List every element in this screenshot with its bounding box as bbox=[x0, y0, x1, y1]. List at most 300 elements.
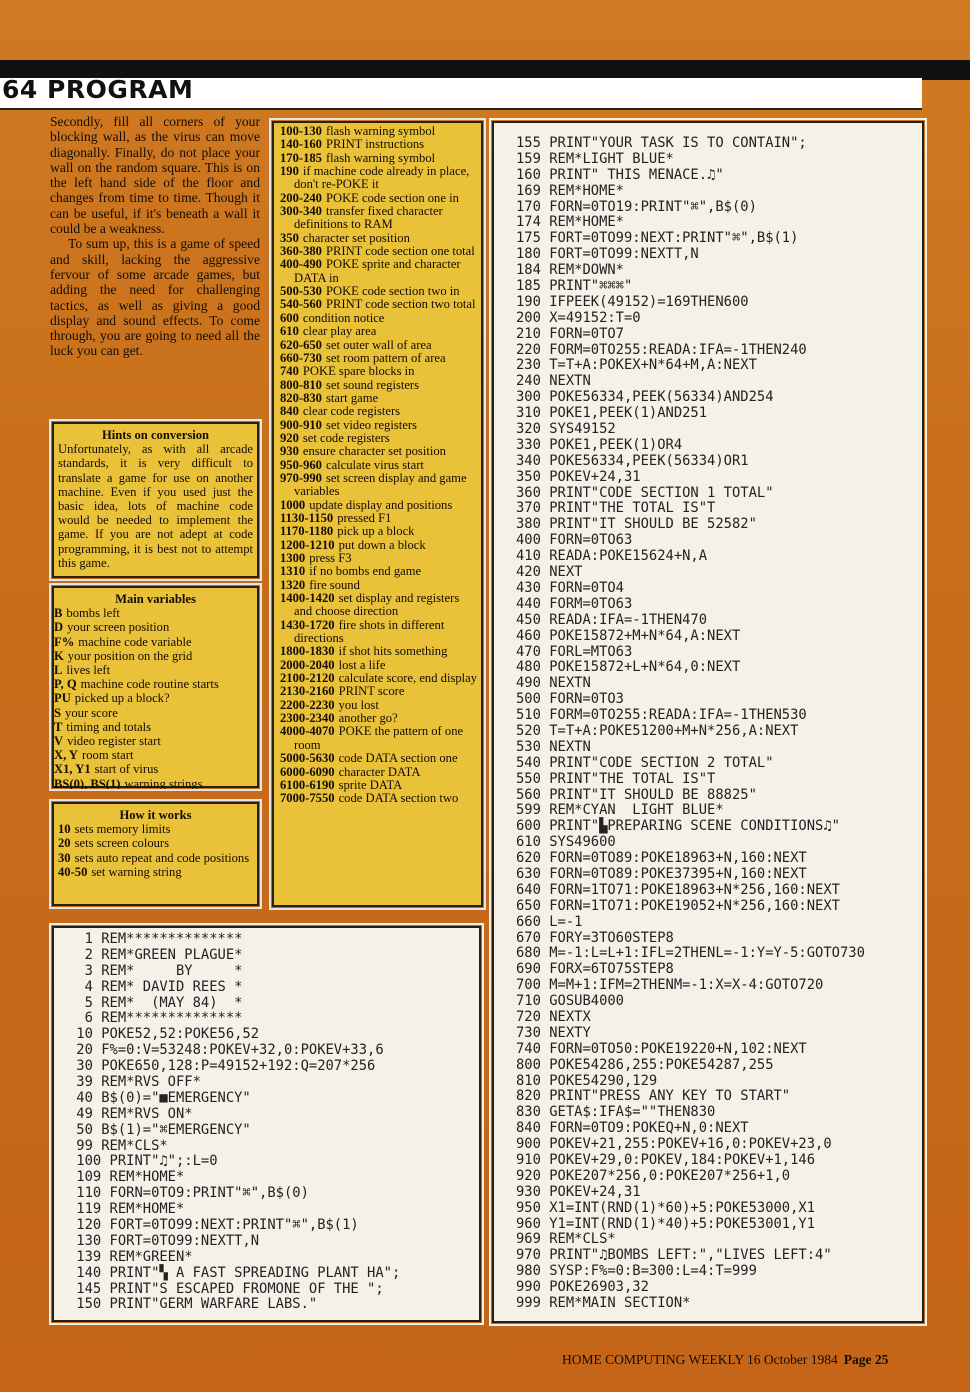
index-row-key: 1430-1720 bbox=[280, 617, 335, 632]
code-line: 155 PRINT"YOUR TASK IS TO CONTAIN"; bbox=[516, 135, 807, 151]
index-row-desc: clear code registers bbox=[302, 404, 401, 419]
index-row-desc: set outer wall of area bbox=[325, 337, 432, 352]
code-line: 109 REM*HOME* bbox=[68, 1169, 185, 1186]
index-row-desc: fire sound bbox=[309, 577, 360, 592]
line-index-box bbox=[272, 121, 483, 907]
code-line: 630 FORN=0TO89:POKE37395+N,160:NEXT bbox=[516, 865, 807, 882]
code-line: 500 FORN=0TO3 bbox=[516, 691, 624, 708]
code-line: 40 B$(0)="■EMERGENCY" bbox=[68, 1089, 251, 1106]
index-row-key: 920 bbox=[280, 430, 299, 445]
index-row bbox=[274, 499, 481, 512]
code-line: 950 X1=INT(RND(1)*60)+5:POKE53000,X1 bbox=[516, 1199, 816, 1216]
main-variables-heading: Main variables bbox=[115, 592, 196, 606]
how-row-desc: set warning string bbox=[91, 864, 182, 879]
index-row-key: 1800-1830 bbox=[280, 644, 335, 659]
code-line: 530 NEXTN bbox=[516, 738, 591, 755]
index-row-key: 1310 bbox=[280, 564, 306, 579]
variable-row-desc: picked up a block? bbox=[74, 691, 170, 706]
code-line: 599 REM*CYAN LIGHT BLUE* bbox=[516, 802, 724, 819]
code-line: 240 NEXTN bbox=[516, 373, 591, 390]
index-row-key: 2200-2230 bbox=[280, 697, 335, 712]
variable-row-desc: machine code variable bbox=[78, 634, 192, 649]
index-row-desc: PRINT score bbox=[338, 684, 405, 699]
index-row-key: 2100-2120 bbox=[280, 671, 335, 686]
code-line: 960 Y1=INT(RND(1)*40)+5:POKE53001,Y1 bbox=[516, 1215, 816, 1232]
index-row-desc: clear play area bbox=[302, 324, 377, 339]
code-line: 460 POKE15872+M+N*64,A:NEXT bbox=[516, 627, 741, 644]
code-line: 20 F%=0:V=53248:POKEV+32,0:POKEV+33,6 bbox=[68, 1042, 384, 1059]
how-row bbox=[54, 836, 257, 850]
code-line: 620 FORN=0TO89:POKE18963+N,160:NEXT bbox=[516, 850, 807, 867]
code-line: 360 PRINT"CODE SECTION 1 TOTAL" bbox=[516, 484, 774, 501]
index-row-key: 540-560 bbox=[280, 297, 322, 312]
variable-row-key: P, Q bbox=[54, 677, 77, 692]
code-line: 900 POKEV+21,255:POKEV+16,0:POKEV+23,0 bbox=[516, 1136, 832, 1153]
code-line: 720 NEXTX bbox=[516, 1008, 591, 1025]
variable-row bbox=[54, 706, 257, 720]
index-row-key: 1130-1150 bbox=[280, 510, 334, 525]
index-row-key: 7000-7550 bbox=[280, 791, 335, 806]
index-row-key: 2300-2340 bbox=[280, 711, 335, 726]
code-line: 200 X=49152:T=0 bbox=[516, 309, 641, 326]
variable-row-key: B bbox=[54, 606, 63, 621]
code-line: 820 PRINT"PRESS ANY KEY TO START" bbox=[516, 1088, 791, 1105]
variable-row bbox=[54, 649, 257, 663]
index-row-key: 5000-5630 bbox=[280, 751, 335, 766]
hints-box bbox=[52, 422, 259, 578]
variable-row-key: PU bbox=[54, 691, 71, 706]
how-row bbox=[54, 851, 257, 865]
code-line: 220 FORM=0TO255:READA:IFA=-1THEN240 bbox=[516, 341, 807, 358]
index-row bbox=[274, 285, 481, 298]
index-row-desc: if machine code already in place, don't re-POKE it bbox=[294, 164, 470, 192]
code-line: 184 REM*DOWN* bbox=[516, 262, 624, 279]
code-line: 330 POKE1,PEEK(1)OR4 bbox=[516, 436, 683, 453]
index-row-key: 800-810 bbox=[280, 377, 322, 392]
index-row bbox=[274, 232, 481, 245]
index-row-key: 1400-1420 bbox=[280, 591, 335, 606]
index-row bbox=[274, 205, 481, 232]
program-listing-left bbox=[52, 926, 481, 1322]
index-row bbox=[274, 659, 481, 672]
index-row-key: 2130-2160 bbox=[280, 684, 335, 699]
index-row bbox=[274, 432, 481, 445]
variable-row-key: S bbox=[54, 705, 62, 720]
index-row bbox=[274, 779, 481, 792]
index-row bbox=[274, 392, 481, 405]
code-line: 145 PRINT"S ESCAPED FROMONE OF THE "; bbox=[68, 1280, 384, 1297]
index-row-key: 1170-1180 bbox=[280, 524, 334, 539]
index-row bbox=[274, 365, 481, 378]
index-row-desc: code DATA section two bbox=[338, 791, 459, 806]
index-row-key: 600 bbox=[280, 310, 299, 325]
code-line: 990 POKE26903,32 bbox=[516, 1279, 649, 1296]
index-row bbox=[274, 512, 481, 525]
code-line: 4 REM* DAVID REES * bbox=[68, 978, 243, 995]
code-line: 159 REM*LIGHT BLUE* bbox=[516, 150, 674, 167]
code-line: 3 REM* BY * bbox=[68, 962, 243, 979]
index-row-key: 950-960 bbox=[280, 457, 322, 472]
index-row-desc: update display and positions bbox=[309, 497, 453, 512]
how-it-works-list bbox=[54, 822, 257, 879]
intro-paragraph-1: Secondly, fill all corners of your blocking wall, as the virus can move diagonally. Finally, do not place your wall on the random square. This is on the left hand side of the floor and changes from time to time. Though it can be useful, if it's beneath a wall it could be a weakness. bbox=[50, 114, 260, 237]
index-row-key: 6100-6190 bbox=[280, 777, 335, 792]
code-line: 350 POKEV+24,31 bbox=[516, 468, 641, 485]
code-line: 440 FORM=0TO63 bbox=[516, 595, 633, 612]
line-index-list bbox=[274, 125, 481, 806]
code-line: 470 FORL=MTO63 bbox=[516, 643, 633, 660]
code-line: 140 PRINT"▚ A FAST SPREADING PLANT HA"; bbox=[68, 1264, 401, 1281]
index-row bbox=[274, 645, 481, 658]
index-row-desc: set code registers bbox=[302, 430, 390, 445]
variable-row-desc: bombs left bbox=[66, 606, 120, 621]
code-line: 910 POKEV+29,0:POKEV,184:POKEV+1,146 bbox=[516, 1152, 816, 1168]
index-row-key: 820-830 bbox=[280, 390, 322, 405]
index-row-desc: set display and registers and choose direction bbox=[294, 591, 460, 619]
how-row-key: 30 bbox=[58, 850, 71, 865]
index-row-desc: put down a block bbox=[338, 537, 426, 552]
hints-text: Unfortunately, as with all arcade standards, it is very difficult to translate a game for use on another machine. Even if you used just the basic idea, lots of machine code would be needed to implement the game. If you are not adept at code programming, it is best not to attempt this game. bbox=[58, 442, 253, 570]
how-row-key: 20 bbox=[58, 836, 71, 851]
index-row-key: 100-130 bbox=[280, 124, 322, 138]
code-line: 380 PRINT"IT SHOULD BE 52582" bbox=[516, 516, 757, 533]
index-row-key: 840 bbox=[280, 404, 299, 419]
variable-row-desc: your position on the grid bbox=[67, 648, 193, 663]
variable-row bbox=[54, 720, 257, 734]
index-row bbox=[274, 552, 481, 565]
how-it-works-box bbox=[52, 802, 259, 906]
index-row-desc: code DATA section one bbox=[338, 751, 458, 766]
index-row bbox=[274, 352, 481, 365]
code-line: 410 READA:POKE15624+N,A bbox=[516, 548, 708, 565]
index-row-desc: set screen display and game variables bbox=[294, 470, 467, 499]
how-row-desc: sets memory limits bbox=[74, 822, 171, 837]
index-row bbox=[274, 619, 481, 646]
variable-row bbox=[54, 777, 257, 791]
how-it-works-heading: How it works bbox=[119, 808, 192, 822]
index-row-desc: lost a life bbox=[338, 657, 386, 672]
code-line: 180 FORT=0TO99:NEXTT,N bbox=[516, 246, 699, 263]
code-line: 39 REM*RVS OFF* bbox=[68, 1074, 201, 1091]
variable-row-key: K bbox=[54, 648, 64, 663]
code-line: 999 REM*MAIN SECTION* bbox=[516, 1295, 691, 1312]
code-line: 600 PRINT"▙PREPARING SCENE CONDITIONS♫" bbox=[516, 818, 840, 835]
code-line: 139 REM*GREEN* bbox=[68, 1248, 193, 1265]
index-row-desc: pressed F1 bbox=[337, 510, 392, 525]
index-row-key: 4000-4070 bbox=[280, 724, 335, 739]
index-row-desc: ensure character set position bbox=[302, 444, 446, 459]
code-line: 160 PRINT" THIS MENACE.♫" bbox=[516, 166, 724, 183]
code-line: 175 FORT=0TO99:NEXT:PRINT"⌘",B$(1) bbox=[516, 230, 799, 247]
index-row-key: 200-240 bbox=[280, 190, 322, 205]
index-row-key: 620-650 bbox=[280, 337, 322, 352]
code-line: 650 FORN=1TO71:POKE19052+N*256,160:NEXT bbox=[516, 897, 840, 914]
code-line: 800 POKE54286,255:POKE54287,255 bbox=[516, 1056, 774, 1073]
index-row-desc: sprite DATA bbox=[338, 777, 403, 792]
code-line: 430 FORN=0TO4 bbox=[516, 579, 624, 596]
index-row-key: 1300 bbox=[280, 551, 306, 565]
variable-row-desc: warning strings bbox=[124, 776, 203, 791]
variable-row bbox=[54, 762, 257, 776]
code-line: 490 NEXTN bbox=[516, 675, 591, 692]
main-variables-list bbox=[54, 606, 257, 791]
code-line: 190 IFPEEK(49152)=169THEN600 bbox=[516, 293, 749, 310]
code-line: 660 L=-1 bbox=[516, 913, 583, 930]
code-line: 730 NEXTY bbox=[516, 1024, 591, 1041]
index-row-desc: another go? bbox=[338, 711, 398, 726]
how-row-key: 10 bbox=[58, 822, 71, 837]
index-row-key: 400-490 bbox=[280, 257, 322, 272]
index-row-key: 360-380 bbox=[280, 244, 322, 259]
variable-row-key: BS(0), BS(1) bbox=[54, 776, 121, 791]
index-row-desc: start game bbox=[325, 390, 379, 405]
code-line: 1 REM************** bbox=[68, 931, 243, 947]
index-row-desc: fire shots in different directions bbox=[294, 617, 445, 646]
index-row-desc: press F3 bbox=[309, 551, 352, 565]
index-row-desc: PRINT code section two total bbox=[325, 297, 476, 312]
magazine-credit: HOME COMPUTING WEEKLY 16 October 1984 bbox=[562, 1352, 838, 1367]
how-row bbox=[54, 865, 257, 879]
code-line: 680 M=-1:L=L+1:IFL=2THENL=-1:Y=Y-5:GOTO730 bbox=[516, 945, 865, 962]
index-row bbox=[274, 792, 481, 805]
variable-row bbox=[54, 677, 257, 691]
code-line: 510 FORM=0TO255:READA:IFA=-1THEN530 bbox=[516, 707, 807, 724]
code-line: 310 POKE1,PEEK(1)AND251 bbox=[516, 405, 708, 422]
page-number: Page 25 bbox=[843, 1352, 889, 1367]
variable-row bbox=[54, 606, 257, 620]
code-line: 450 READA:IFA=-1THEN470 bbox=[516, 611, 708, 628]
variable-row bbox=[54, 734, 257, 748]
variable-row-desc: video register start bbox=[67, 734, 161, 749]
index-row-key: 970-990 bbox=[280, 470, 322, 485]
index-row bbox=[274, 339, 481, 352]
index-row-desc: if no bombs end game bbox=[309, 564, 422, 579]
index-row bbox=[274, 298, 481, 311]
index-row-desc: POKE the pattern of one room bbox=[294, 724, 464, 752]
index-row-key: 1000 bbox=[280, 497, 306, 512]
how-row-desc: sets screen colours bbox=[74, 836, 170, 851]
index-row bbox=[274, 152, 481, 165]
code-line: 670 FORY=3TO60STEP8 bbox=[516, 929, 674, 946]
code-line: 174 REM*HOME* bbox=[516, 214, 624, 231]
code-line: 550 PRINT"THE TOTAL IS"T bbox=[516, 770, 716, 787]
code-line: 169 REM*HOME* bbox=[516, 182, 624, 199]
index-row-desc: PRINT code section one total bbox=[325, 244, 475, 259]
code-line: 6 REM************** bbox=[68, 1010, 243, 1027]
index-row bbox=[274, 592, 481, 619]
index-row bbox=[274, 192, 481, 205]
index-row-desc: you lost bbox=[338, 697, 379, 712]
variable-row bbox=[54, 691, 257, 705]
code-line: 830 GETA$:IFA$=""THEN830 bbox=[516, 1104, 716, 1121]
index-row-desc: flash warning symbol bbox=[325, 150, 436, 165]
variable-row-desc: your screen position bbox=[67, 620, 170, 635]
code-line: 150 PRINT"GERM WARFARE LABS." bbox=[68, 1296, 318, 1313]
index-row bbox=[274, 245, 481, 258]
index-row-desc: pick up a block bbox=[337, 524, 415, 539]
code-line: 50 B$(1)="⌘EMERGENCY" bbox=[68, 1121, 251, 1138]
code-line: 420 NEXT bbox=[516, 564, 583, 581]
index-row-desc: POKE code section one in bbox=[325, 190, 459, 205]
index-row-key: 900-910 bbox=[280, 417, 322, 432]
code-line: 130 FORT=0TO99:NEXTT,N bbox=[68, 1232, 260, 1249]
index-row-desc: character DATA bbox=[338, 764, 421, 779]
listing-left-lines bbox=[68, 932, 400, 1313]
listing-right-lines bbox=[516, 136, 865, 1312]
variable-row bbox=[54, 663, 257, 677]
variable-row-desc: your score bbox=[65, 705, 118, 720]
index-row-desc: set room pattern of area bbox=[325, 350, 446, 365]
variable-row-desc: timing and totals bbox=[66, 719, 152, 734]
index-row bbox=[274, 672, 481, 685]
index-row bbox=[274, 579, 481, 592]
intro-paragraph-2: To sum up, this is a game of speed and skill, lacking the aggressive fervour of some arcade games, but adding the need for challenging tactics, as well as giving a good display and sound effects. To come through, you are going to need all the luck you can get. bbox=[50, 236, 260, 359]
index-row-desc: condition notice bbox=[302, 310, 385, 325]
variable-row bbox=[54, 635, 257, 649]
page-footer bbox=[562, 1352, 888, 1368]
code-line: 740 FORN=0TO50:POKE19220+N,102:NEXT bbox=[516, 1040, 807, 1057]
code-line: 99 REM*CLS* bbox=[68, 1137, 168, 1154]
how-row-key: 40-50 bbox=[58, 864, 88, 879]
variable-row-key: T bbox=[54, 719, 63, 734]
index-row bbox=[274, 258, 481, 285]
index-row bbox=[274, 459, 481, 472]
code-line: 120 FORT=0TO99:NEXT:PRINT"⌘",B$(1) bbox=[68, 1217, 359, 1234]
code-line: 480 POKE15872+L+N*64,0:NEXT bbox=[516, 659, 741, 676]
code-line: 210 FORN=0TO7 bbox=[516, 325, 624, 342]
code-line: 640 FORN=1TO71:POKE18963+N*256,160:NEXT bbox=[516, 881, 840, 898]
index-row-desc: calculate score, end display bbox=[338, 671, 478, 686]
variable-row-key: X1, Y1 bbox=[54, 762, 91, 777]
index-row-key: 170-185 bbox=[280, 150, 322, 165]
index-row bbox=[274, 472, 481, 499]
index-row-key: 190 bbox=[280, 164, 299, 179]
index-row-key: 660-730 bbox=[280, 350, 322, 365]
index-row bbox=[274, 125, 481, 138]
index-row-desc: transfer fixed character definitions to RAM bbox=[294, 204, 443, 232]
code-line: 30 POKE650,128:P=49152+192:Q=207*256 bbox=[68, 1058, 376, 1075]
program-listing-right bbox=[492, 121, 924, 1323]
index-row bbox=[274, 525, 481, 538]
variable-row-key: F% bbox=[54, 634, 75, 649]
variable-row-desc: room start bbox=[82, 748, 134, 763]
code-line: 300 POKE56334,PEEK(56334)AND254 bbox=[516, 389, 774, 406]
index-row-key: 500-530 bbox=[280, 284, 322, 299]
code-line: 810 POKE54290,129 bbox=[516, 1072, 658, 1089]
index-row-desc: POKE sprite and character DATA in bbox=[294, 257, 461, 285]
index-row bbox=[274, 165, 481, 192]
index-row bbox=[274, 379, 481, 392]
index-row bbox=[274, 539, 481, 552]
index-row bbox=[274, 312, 481, 325]
code-line: 230 T=T+A:POKEX+N*64+M,A:NEXT bbox=[516, 357, 757, 374]
index-row bbox=[274, 405, 481, 418]
index-row-key: 1200-1210 bbox=[280, 537, 335, 552]
main-variables-box bbox=[52, 586, 259, 791]
index-row bbox=[274, 685, 481, 698]
section-header bbox=[0, 75, 922, 110]
intro-text bbox=[50, 114, 260, 359]
index-row-key: 1320 bbox=[280, 577, 306, 592]
index-row-desc: POKE code section two in bbox=[325, 284, 460, 299]
code-line: 969 REM*CLS* bbox=[516, 1231, 616, 1248]
index-row bbox=[274, 712, 481, 725]
code-line: 370 PRINT"THE TOTAL IS"T bbox=[516, 500, 716, 517]
code-line: 400 FORN=0TO63 bbox=[516, 532, 633, 549]
index-row-key: 300-340 bbox=[280, 204, 322, 219]
variable-row-desc: machine code routine starts bbox=[80, 677, 219, 692]
index-row-key: 930 bbox=[280, 444, 299, 459]
index-row-desc: if shot hits something bbox=[338, 644, 448, 659]
code-line: 980 SYSP:F%=0:B=300:L=4:T=999 bbox=[516, 1263, 757, 1280]
how-row bbox=[54, 822, 257, 836]
index-row-key: 610 bbox=[280, 324, 299, 339]
index-row bbox=[274, 419, 481, 432]
section-title: 64 PROGRAM bbox=[2, 75, 194, 104]
index-row-desc: POKE spare blocks in bbox=[302, 364, 415, 379]
index-row bbox=[274, 699, 481, 712]
code-line: 100 PRINT"♫";:L=0 bbox=[68, 1153, 218, 1170]
code-line: 49 REM*RVS ON* bbox=[68, 1105, 193, 1122]
hints-heading: Hints on conversion bbox=[101, 428, 210, 442]
index-row-key: 140-160 bbox=[280, 137, 322, 152]
code-line: 10 POKE52,52:POKE56,52 bbox=[68, 1026, 260, 1043]
index-row bbox=[274, 325, 481, 338]
code-line: 520 T=T+A:POKE51200+M+N*256,A:NEXT bbox=[516, 722, 799, 739]
code-line: 170 FORN=0TO19:PRINT"⌘",B$(0) bbox=[516, 198, 757, 215]
index-row-desc: PRINT instructions bbox=[325, 137, 425, 152]
code-line: 690 FORX=6TO75STEP8 bbox=[516, 961, 674, 978]
index-row bbox=[274, 766, 481, 779]
variable-row-key: V bbox=[54, 734, 64, 749]
code-line: 320 SYS49152 bbox=[516, 421, 616, 438]
index-row bbox=[274, 752, 481, 765]
code-line: 610 SYS49600 bbox=[516, 834, 616, 851]
variable-row bbox=[54, 620, 257, 634]
code-line: 119 REM*HOME* bbox=[68, 1201, 185, 1218]
code-line: 560 PRINT"IT SHOULD BE 88825" bbox=[516, 786, 757, 803]
index-row bbox=[274, 138, 481, 151]
index-row-key: 2000-2040 bbox=[280, 657, 335, 672]
index-row-desc: calculate virus start bbox=[325, 457, 424, 472]
index-row bbox=[274, 445, 481, 458]
code-line: 5 REM* (MAY 84) * bbox=[68, 994, 243, 1011]
code-line: 930 POKEV+24,31 bbox=[516, 1183, 641, 1200]
code-line: 110 FORN=0TO9:PRINT"⌘",B$(0) bbox=[68, 1185, 309, 1202]
variable-row-desc: start of virus bbox=[94, 762, 159, 777]
code-line: 840 FORN=0TO9:POKEQ+N,0:NEXT bbox=[516, 1120, 749, 1137]
variable-row-key: D bbox=[54, 620, 64, 635]
index-row-desc: set sound registers bbox=[325, 377, 420, 392]
code-line: 340 POKE56334,PEEK(56334)OR1 bbox=[516, 452, 749, 469]
how-row-desc: sets auto repeat and code positions bbox=[74, 850, 250, 865]
variable-row-key: L bbox=[54, 663, 63, 678]
index-row-key: 740 bbox=[280, 364, 299, 379]
code-line: 920 POKE207*256,0:POKE207*256+1,0 bbox=[516, 1167, 791, 1184]
index-row-desc: character set position bbox=[302, 230, 410, 245]
index-row bbox=[274, 725, 481, 752]
code-line: 710 GOSUB4000 bbox=[516, 993, 624, 1010]
index-row-key: 6000-6090 bbox=[280, 764, 335, 779]
variable-row-desc: lives left bbox=[66, 663, 111, 678]
code-line: 700 M=M+1:IFM=2THENM=-1:X=X-4:GOTO720 bbox=[516, 977, 824, 994]
index-row-desc: flash warning symbol bbox=[325, 124, 436, 138]
code-line: 970 PRINT"♫BOMBS LEFT:","LIVES LEFT:4" bbox=[516, 1247, 832, 1264]
index-row-key: 350 bbox=[280, 230, 299, 245]
index-row bbox=[274, 565, 481, 578]
variable-row-key: X, Y bbox=[54, 748, 79, 763]
index-row-desc: set video registers bbox=[325, 417, 417, 432]
